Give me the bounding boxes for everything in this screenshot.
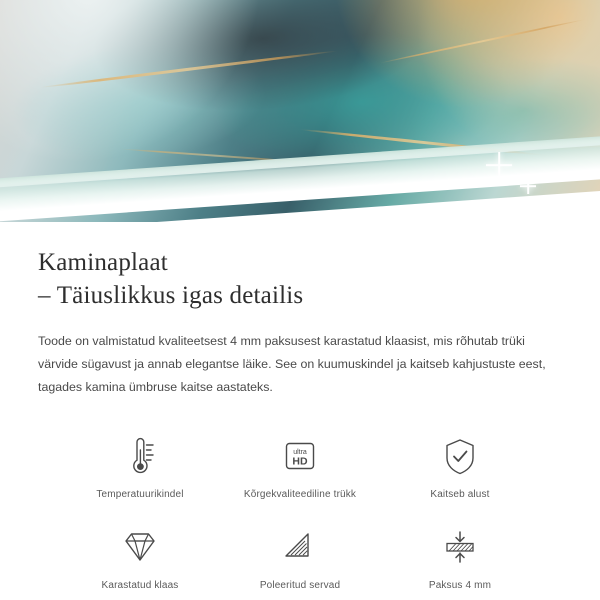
feature-item-print-quality	[220, 433, 380, 500]
headline-line-2: – Täiuslikkus igas detailis	[38, 282, 304, 309]
polished-edges-icon	[278, 524, 322, 570]
headline-line-1: Kaminaplaat	[38, 249, 168, 276]
feature-label: Temperatuurikindel	[96, 488, 184, 500]
content-section	[0, 222, 600, 591]
thickness-icon	[438, 524, 482, 570]
diamond-icon	[117, 524, 163, 570]
thermometer-icon	[120, 433, 160, 479]
ultra-hd-icon	[278, 433, 322, 479]
page-title	[38, 246, 562, 312]
feature-label: Paksus 4 mm	[428, 579, 492, 591]
svg-text:HD: HD	[292, 455, 308, 468]
feature-label: Karastatud klaas	[101, 579, 179, 591]
feature-item-tempered-glass	[60, 524, 220, 591]
feature-grid	[38, 433, 562, 591]
svg-text:ultra: ultra	[293, 448, 307, 456]
feature-label: Kaitseb alust	[430, 488, 490, 500]
hero-image	[0, 0, 600, 222]
feature-item-protects-base	[380, 433, 540, 500]
shield-check-icon	[439, 433, 481, 479]
feature-label: Kõrgekvaliteediline trükk	[243, 488, 357, 500]
description-paragraph: Toode on valmistatud kvaliteetsest 4 mm paksusest karastatud klaasist, mis rõhutab trüki värvide sügavust ja annab elegantse läike. See on kuumuskindel ja kaitseb kahjustuste eest, tagades kamina ümbruse kaitse aastateks.	[38, 334, 546, 394]
feature-item-temperature	[60, 433, 220, 500]
feature-label: Poleeritud servad	[259, 579, 341, 591]
feature-item-thickness	[380, 524, 540, 591]
feature-item-polished-edges	[220, 524, 380, 591]
